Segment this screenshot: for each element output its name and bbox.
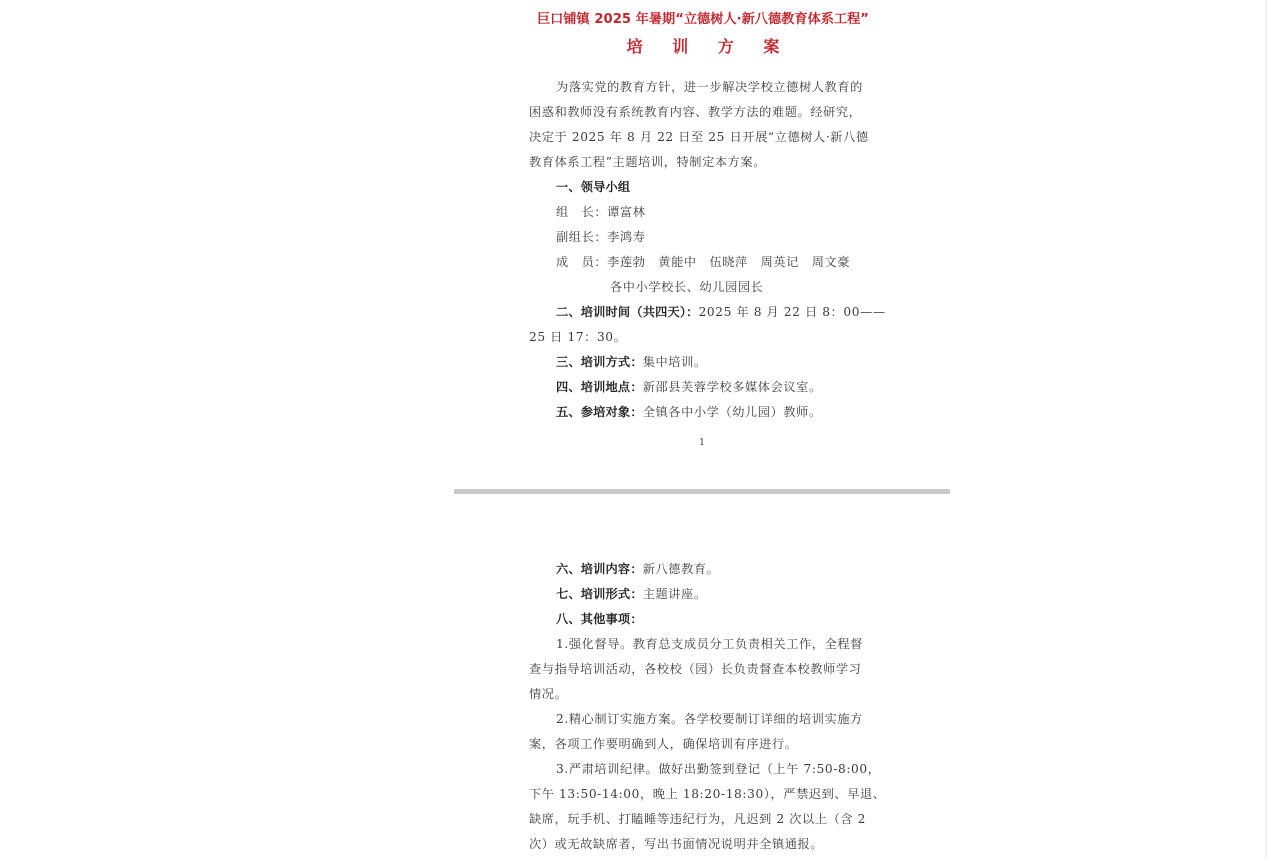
intro-line-1: 为落实党的教育方针，进一步解决学校立德树人教育的: [556, 80, 863, 94]
section-5: [556, 400, 878, 425]
section-6: [556, 557, 878, 582]
section-1-heading: 一、领导小组: [556, 180, 631, 194]
section-3: [556, 350, 878, 375]
item-3-line-4: 次）或无故缺席者，写出书面情况说明并全镇通报。: [529, 837, 824, 851]
item-1-line-3: 情况。: [529, 687, 568, 701]
section-8-heading: 八、其他事项：: [556, 612, 643, 626]
item-3-line-3: 缺席，玩手机、打瞌睡等违纪行为，凡迟到 2 次以上（含 2: [529, 812, 867, 826]
section-1-members-extra: 各中小学校长、幼儿园园长: [610, 280, 764, 294]
item-1-line-2: 查与指导培训活动，各校校（园）长负责督查本校教师学习: [529, 662, 862, 676]
item-2-line-1: 2.精心制订实施方案。各学校要制订详细的培训实施方: [556, 712, 863, 726]
item-2-line-2: 案，各项工作要明确到人，确保培训有序进行。: [529, 737, 798, 751]
section-2: [556, 300, 886, 325]
section-1-deputy: 副组长：李鸿寿: [556, 230, 646, 244]
item-1-line-1: 1.强化督导。教育总支成员分工负责相关工作，全程督: [556, 637, 863, 651]
item-3-line-1: 3.严肃培训纪律。做好出勤签到登记（上午 7:50-8:00，: [556, 762, 881, 776]
section-4-text: 新邵县芙蓉学校多媒体会议室。: [642, 380, 822, 394]
section-4: [556, 375, 878, 400]
section-1-members: 成 员：李莲勃 黄能中 伍晓萍 周英记 周文豪: [556, 255, 851, 269]
intro-line-4: 教育体系工程”主题培训，特制定本方案。: [529, 155, 767, 169]
section-3-text: 集中培训。: [642, 355, 707, 369]
section-2-text-cont: 25 日 17：30。: [529, 330, 627, 344]
section-6-heading: 六、培训内容：: [556, 562, 643, 576]
page-divider: [454, 489, 950, 494]
section-1-leader: 组 长：谭富林: [556, 205, 646, 219]
section-7: [556, 582, 878, 607]
section-2-text: 2025 年 8 月 22 日 8：00——: [698, 305, 886, 319]
section-6-text: 新八德教育。: [642, 562, 720, 576]
document-title: 巨口铺镇 2025 年暑期“立德树人·新八德教育体系工程”: [537, 12, 869, 27]
section-5-text: 全镇各中小学（幼儿园）教师。: [642, 405, 822, 419]
page-number: 1: [699, 438, 705, 448]
section-4-heading: 四、培训地点：: [556, 380, 643, 394]
intro-line-3: 决定于 2025 年 8 月 22 日至 25 日开展“立德树人·新八德: [529, 130, 869, 144]
section-5-heading: 五、参培对象：: [556, 405, 643, 419]
item-3-line-2: 下午 13:50-14:00，晚上 18:20-18:30），严禁迟到、早退、: [529, 787, 886, 801]
document-subtitle: 培 训 方 案: [626, 37, 792, 56]
section-7-text: 主题讲座。: [642, 587, 707, 601]
section-2-heading: 二、培训时间（共四天）：: [556, 305, 699, 319]
section-7-heading: 七、培训形式：: [556, 587, 643, 601]
section-3-heading: 三、培训方式：: [556, 355, 643, 369]
intro-line-2: 困惑和教师没有系统教育内容、教学方法的难题。经研究，: [529, 105, 862, 119]
